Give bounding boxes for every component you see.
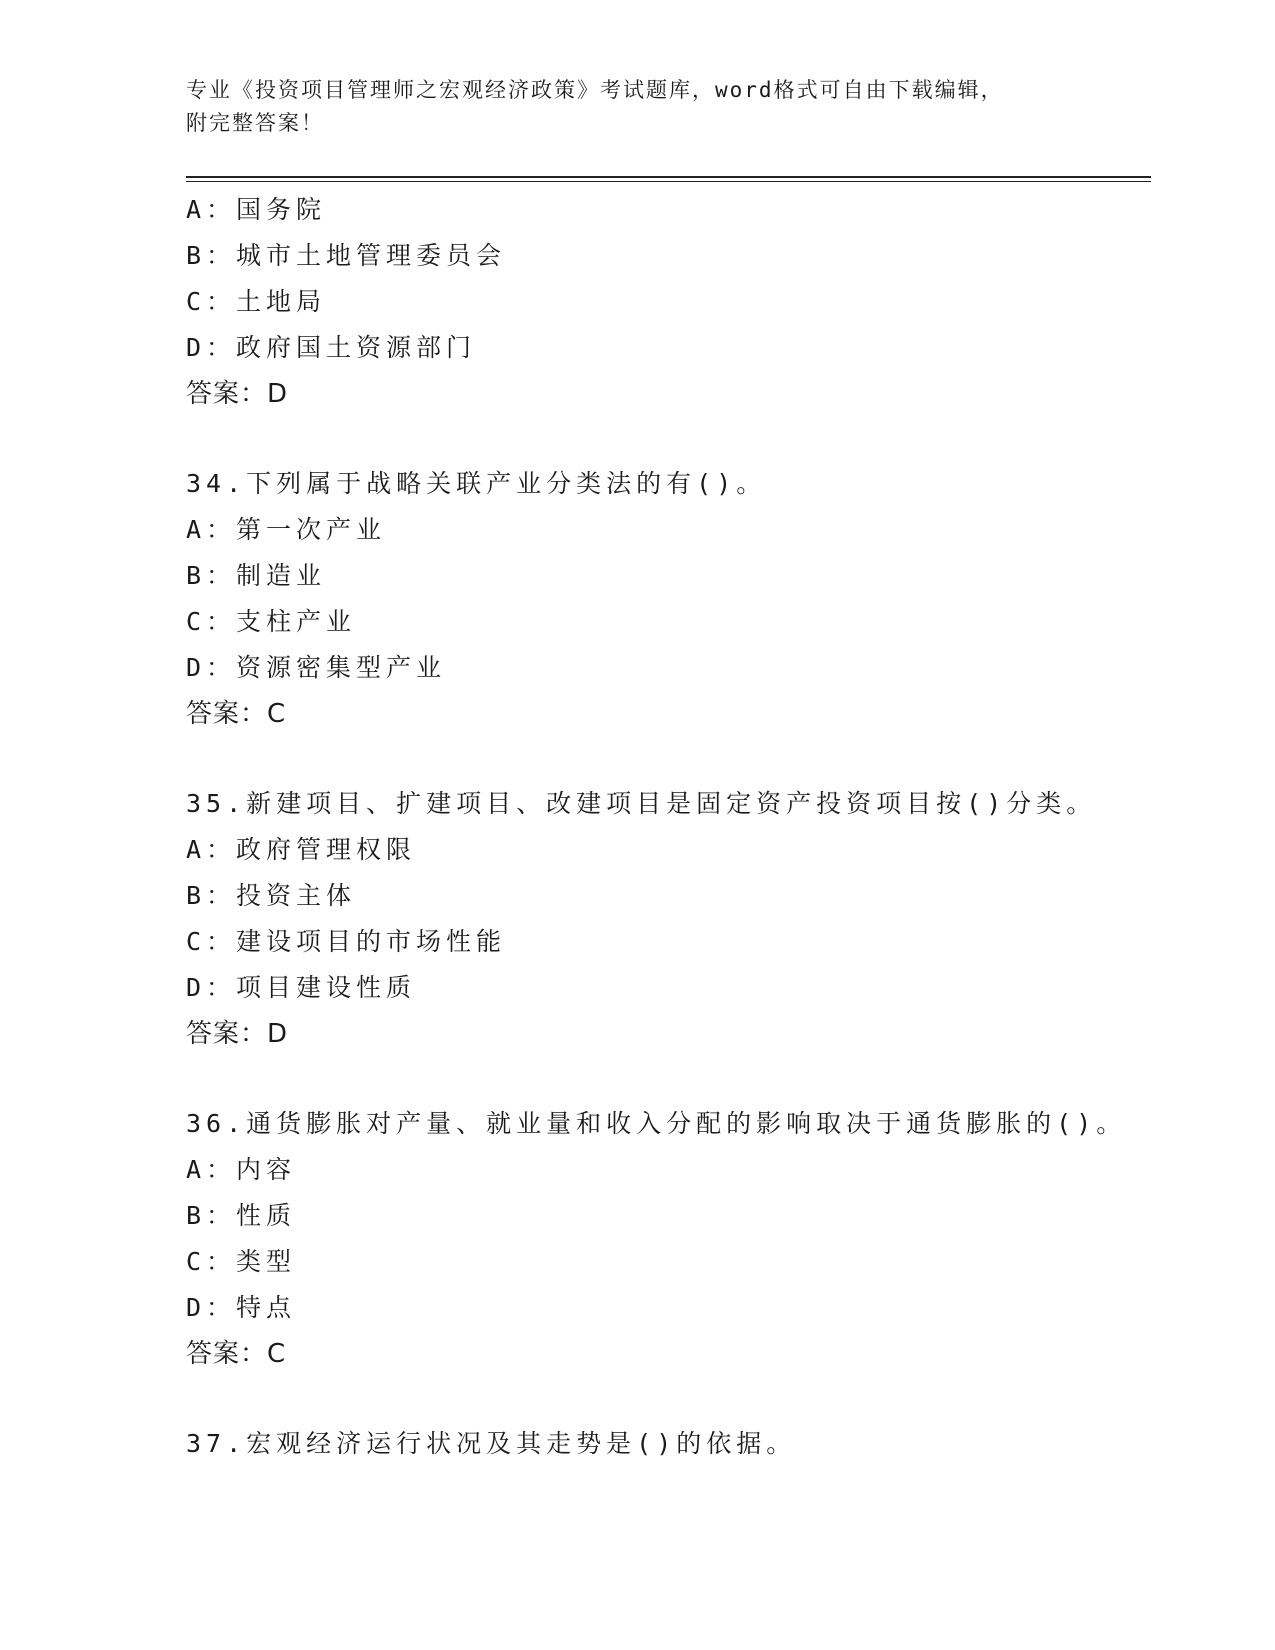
- option-b: B：制造业: [186, 561, 327, 590]
- spacer: [186, 417, 1146, 461]
- answer-line: 答案：C: [186, 699, 287, 729]
- header-divider: [186, 176, 1151, 182]
- option-d: D：特点: [186, 1293, 297, 1322]
- question-block-36: [186, 1101, 1146, 1377]
- option-c: C：类型: [186, 1247, 297, 1276]
- header-line-1: 专业《投资项目管理师之宏观经济政策》考试题库，word格式可自由下载编辑，: [186, 78, 1004, 102]
- option-d: D：项目建设性质: [186, 973, 417, 1002]
- spacer: [186, 1057, 1146, 1101]
- option-c: C：土地局: [186, 287, 327, 316]
- option-a: A：内容: [186, 1155, 297, 1184]
- option-a: A：第一次产业: [186, 515, 387, 544]
- option-a: A：政府管理权限: [186, 835, 417, 864]
- question-text: 34.下列属于战略关联产业分类法的有()。: [186, 469, 767, 498]
- option-b: B：投资主体: [186, 881, 357, 910]
- option-b: B：城市土地管理委员会: [186, 241, 507, 270]
- option-c: C：建设项目的市场性能: [186, 927, 507, 956]
- option-c: C：支柱产业: [186, 607, 357, 636]
- question-list: [186, 187, 1146, 1467]
- option-d: D：政府国土资源部门: [186, 333, 477, 362]
- header-line-2: 附完整答案！: [186, 111, 324, 135]
- question-text: 36.通货膨胀对产量、就业量和收入分配的影响取决于通货膨胀的()。: [186, 1109, 1127, 1138]
- spacer: [186, 737, 1146, 781]
- question-text: 35.新建项目、扩建项目、改建项目是固定资产投资项目按()分类。: [186, 789, 1097, 818]
- answer-line: 答案：D: [186, 379, 289, 409]
- spacer: [186, 1377, 1146, 1421]
- question-text: 37.宏观经济运行状况及其走势是()的依据。: [186, 1429, 797, 1458]
- option-a: A：国务院: [186, 195, 327, 224]
- answer-line: 答案：C: [186, 1339, 287, 1369]
- option-d: D：资源密集型产业: [186, 653, 447, 682]
- question-block-34: [186, 461, 1146, 737]
- question-block-37: [186, 1421, 1146, 1467]
- option-b: B：性质: [186, 1201, 297, 1230]
- question-block-35: [186, 781, 1146, 1057]
- document-header: [186, 74, 1086, 140]
- question-block-33: [186, 187, 1146, 417]
- answer-line: 答案：D: [186, 1019, 289, 1049]
